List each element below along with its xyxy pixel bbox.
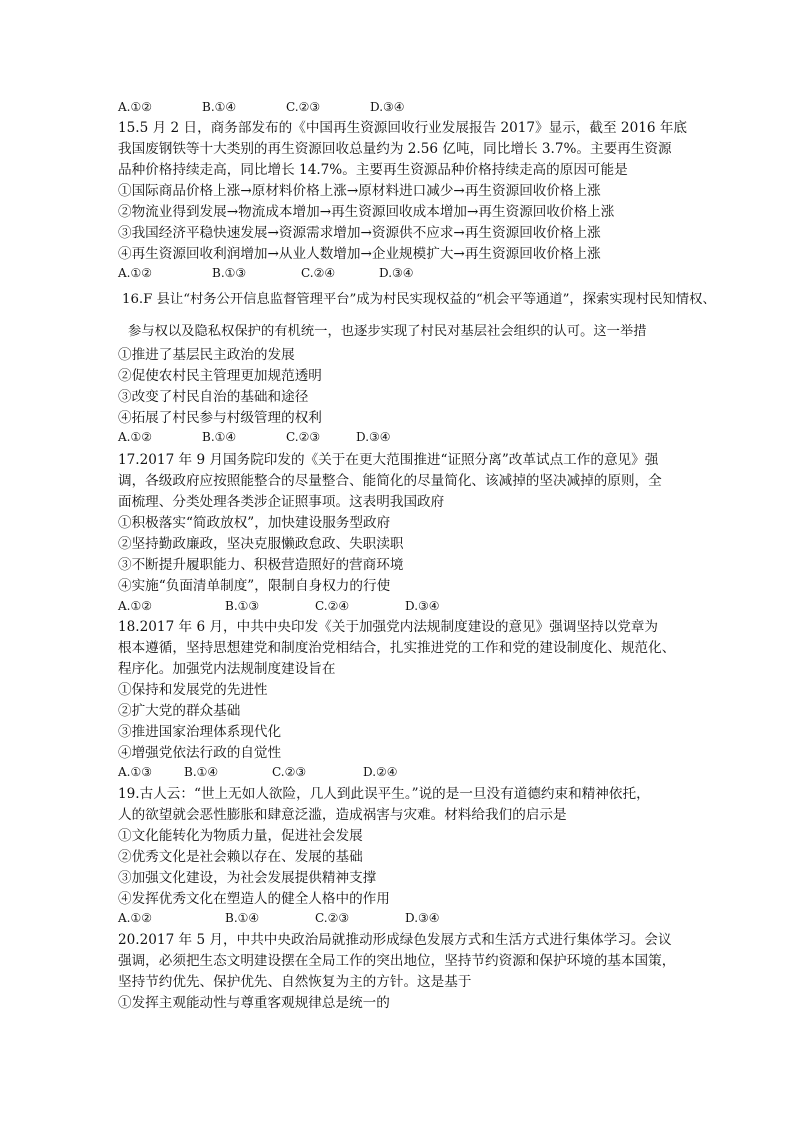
q18-option-a: A.①③ [118,765,152,779]
q17-option-c: C.②④ [315,599,350,613]
q17-options [118,596,518,616]
q18-stem-line: 程序化。加强党内法规制度建设旨在 [118,661,336,677]
q19-stem-line: 人的欲望就会恶性膨胀和肆意泛滥，造成祸害与灾难。材料给我们的启示是 [118,807,567,823]
q19-option-c: C.②③ [315,911,350,925]
q19-stem-line: 19.古人云：“世上无如人欲险，几人到此误平生。”说的是一旦没有道德约束和精神依托， [118,786,650,802]
q15-option-a: A.①② [118,266,152,280]
q16-option-d: D.③④ [356,430,391,444]
q15-option-b: B.①③ [212,266,247,280]
q16-item-2: ②促使农村民主管理更加规范透明 [118,368,322,384]
q15-stem-line: 我国废钢铁等十大类别的再生资源回收总量约为 2.56 亿吨，同比增长 3.7%。主要再生资源 [118,141,672,157]
q18-option-d: D.②④ [363,765,398,779]
q14-option-c: C.②③ [286,100,321,114]
q17-option-a: A.①② [118,599,152,613]
q14-option-a: A.①② [118,100,152,114]
q17-option-b: B.①③ [225,599,260,613]
q19-option-d: D.③④ [405,911,440,925]
q18-item-4: ④增强党依法行政的自觉性 [118,745,282,761]
q18-item-3: ③推进国家治理体系现代化 [118,724,282,740]
q18-option-b: B.①④ [184,765,219,779]
q18-option-c: C.②③ [272,765,307,779]
q15-options [118,263,518,283]
q16-option-c: C.②③ [286,430,321,444]
q15-item-2: ②物流业得到发展→物流成本增加→再生资源回收成本增加→再生资源回收价格上涨 [118,204,615,220]
q17-stem-line: 17.2017 年 9 月国务院印发的《关于在更大范围推进“证照分离”改革试点工作的意见》强 [118,452,659,468]
q17-option-d: D.③④ [405,599,440,613]
q19-item-2: ②优秀文化是社会赖以存在、发展的基础 [118,849,363,865]
q18-stem-line: 18.2017 年 6 月，中共中央印发《关于加强党内法规制度建设的意见》强调坚持以党章为 [118,619,659,635]
q16-item-4: ④拓展了村民参与村级管理的权利 [118,410,322,426]
q19-item-3: ③加强文化建设，为社会发展提供精神支撑 [118,870,377,886]
q17-item-1: ①积极落实“简政放权”，加快建设服务型政府 [118,515,391,531]
q15-item-1: ①国际商品价格上涨→原材料价格上涨→原材料进口减少→再生资源回收价格上涨 [118,183,601,199]
q19-options [118,908,518,928]
q20-stem-line: 坚持节约优先、保护优先、自然恢复为主的方针。这是基于 [118,974,472,990]
q17-item-4: ④实施“负面清单制度”，限制自身权力的行使 [118,578,391,594]
q15-option-c: C.②④ [301,266,336,280]
q14-option-d: D.③④ [370,100,405,114]
q19-item-1: ①文化能转化为物质力量，促进社会发展 [118,828,363,844]
q19-option-a: A.①② [118,911,152,925]
q15-option-d: D.③④ [379,266,414,280]
q17-item-3: ③不断提升履职能力、积极营造照好的营商环境 [118,557,404,573]
q18-item-1: ①保持和发展党的先进性 [118,682,268,698]
q20-stem-line: 20.2017 年 5 月，中共中央政治局就推动形成绿色发展方式和生活方式进行集体学习。会议 [118,932,672,948]
q19-option-b: B.①④ [225,911,260,925]
q18-stem-line: 根本遵循，坚持思想建党和制度治党相结合，扎实推进党的工作和党的建设制度化、规范化、 [118,640,676,656]
q20-item-1: ①发挥主观能动性与尊重客观规律总是统一的 [118,995,390,1011]
q20-stem-line: 强调，必须把生态文明建设摆在全局工作的突出地位，坚持节约资源和保护环境的基本国策， [118,953,676,969]
q15-item-4: ④再生资源回收利润增加→从业人数增加→企业规模扩大→再生资源回收价格上涨 [118,246,601,262]
q17-stem-line: 面梳理、分类处理各类涉企证照事项。这表明我国政府 [118,494,445,510]
q14-option-b: B.①④ [202,100,237,114]
q14-options [118,97,518,117]
q17-item-2: ②坚持勤政廉政，坚决克服懒政怠政、失职渎职 [118,536,404,552]
q16-option-b: B.①④ [202,430,237,444]
q15-stem-line: 15.5 月 2 日，商务部发布的《中国再生资源回收行业发展报告 2017》显示，截至 2016 年底 [118,120,688,136]
q16-item-1: ①推进了基层民主政治的发展 [118,347,295,363]
q16-option-a: A.①② [118,430,152,444]
q15-stem-line: 品种价格持续走高，同比增长 14.7%。主要再生资源品种价格持续走高的原因可能是 [118,162,628,178]
q16-stem-line: 参与权以及隐私权保护的有机统一，也逐步实现了村民对基层社会组织的认可。这一举措 [128,324,647,339]
q18-item-2: ②扩大党的群众基础 [118,703,241,719]
q18-options [118,762,518,782]
q16-stem-line: 16.F 县让“村务公开信息监督管理平台”成为村民实现权益的“机会平等通道”，探索实现村民知情权、 [122,292,716,307]
q19-item-4: ④发挥优秀文化在塑造人的健全人格中的作用 [118,891,390,907]
q15-item-3: ③我国经济平稳快速发展→资源需求增加→资源供不应求→再生资源回收价格上涨 [118,225,601,241]
q17-stem-line: 调，各级政府应按照能整合的尽量整合、能简化的尽量简化、该减掉的坚决减掉的原则，全 [118,473,662,489]
q16-options [118,427,518,447]
q16-item-3: ③改变了村民自治的基础和途径 [118,389,309,405]
